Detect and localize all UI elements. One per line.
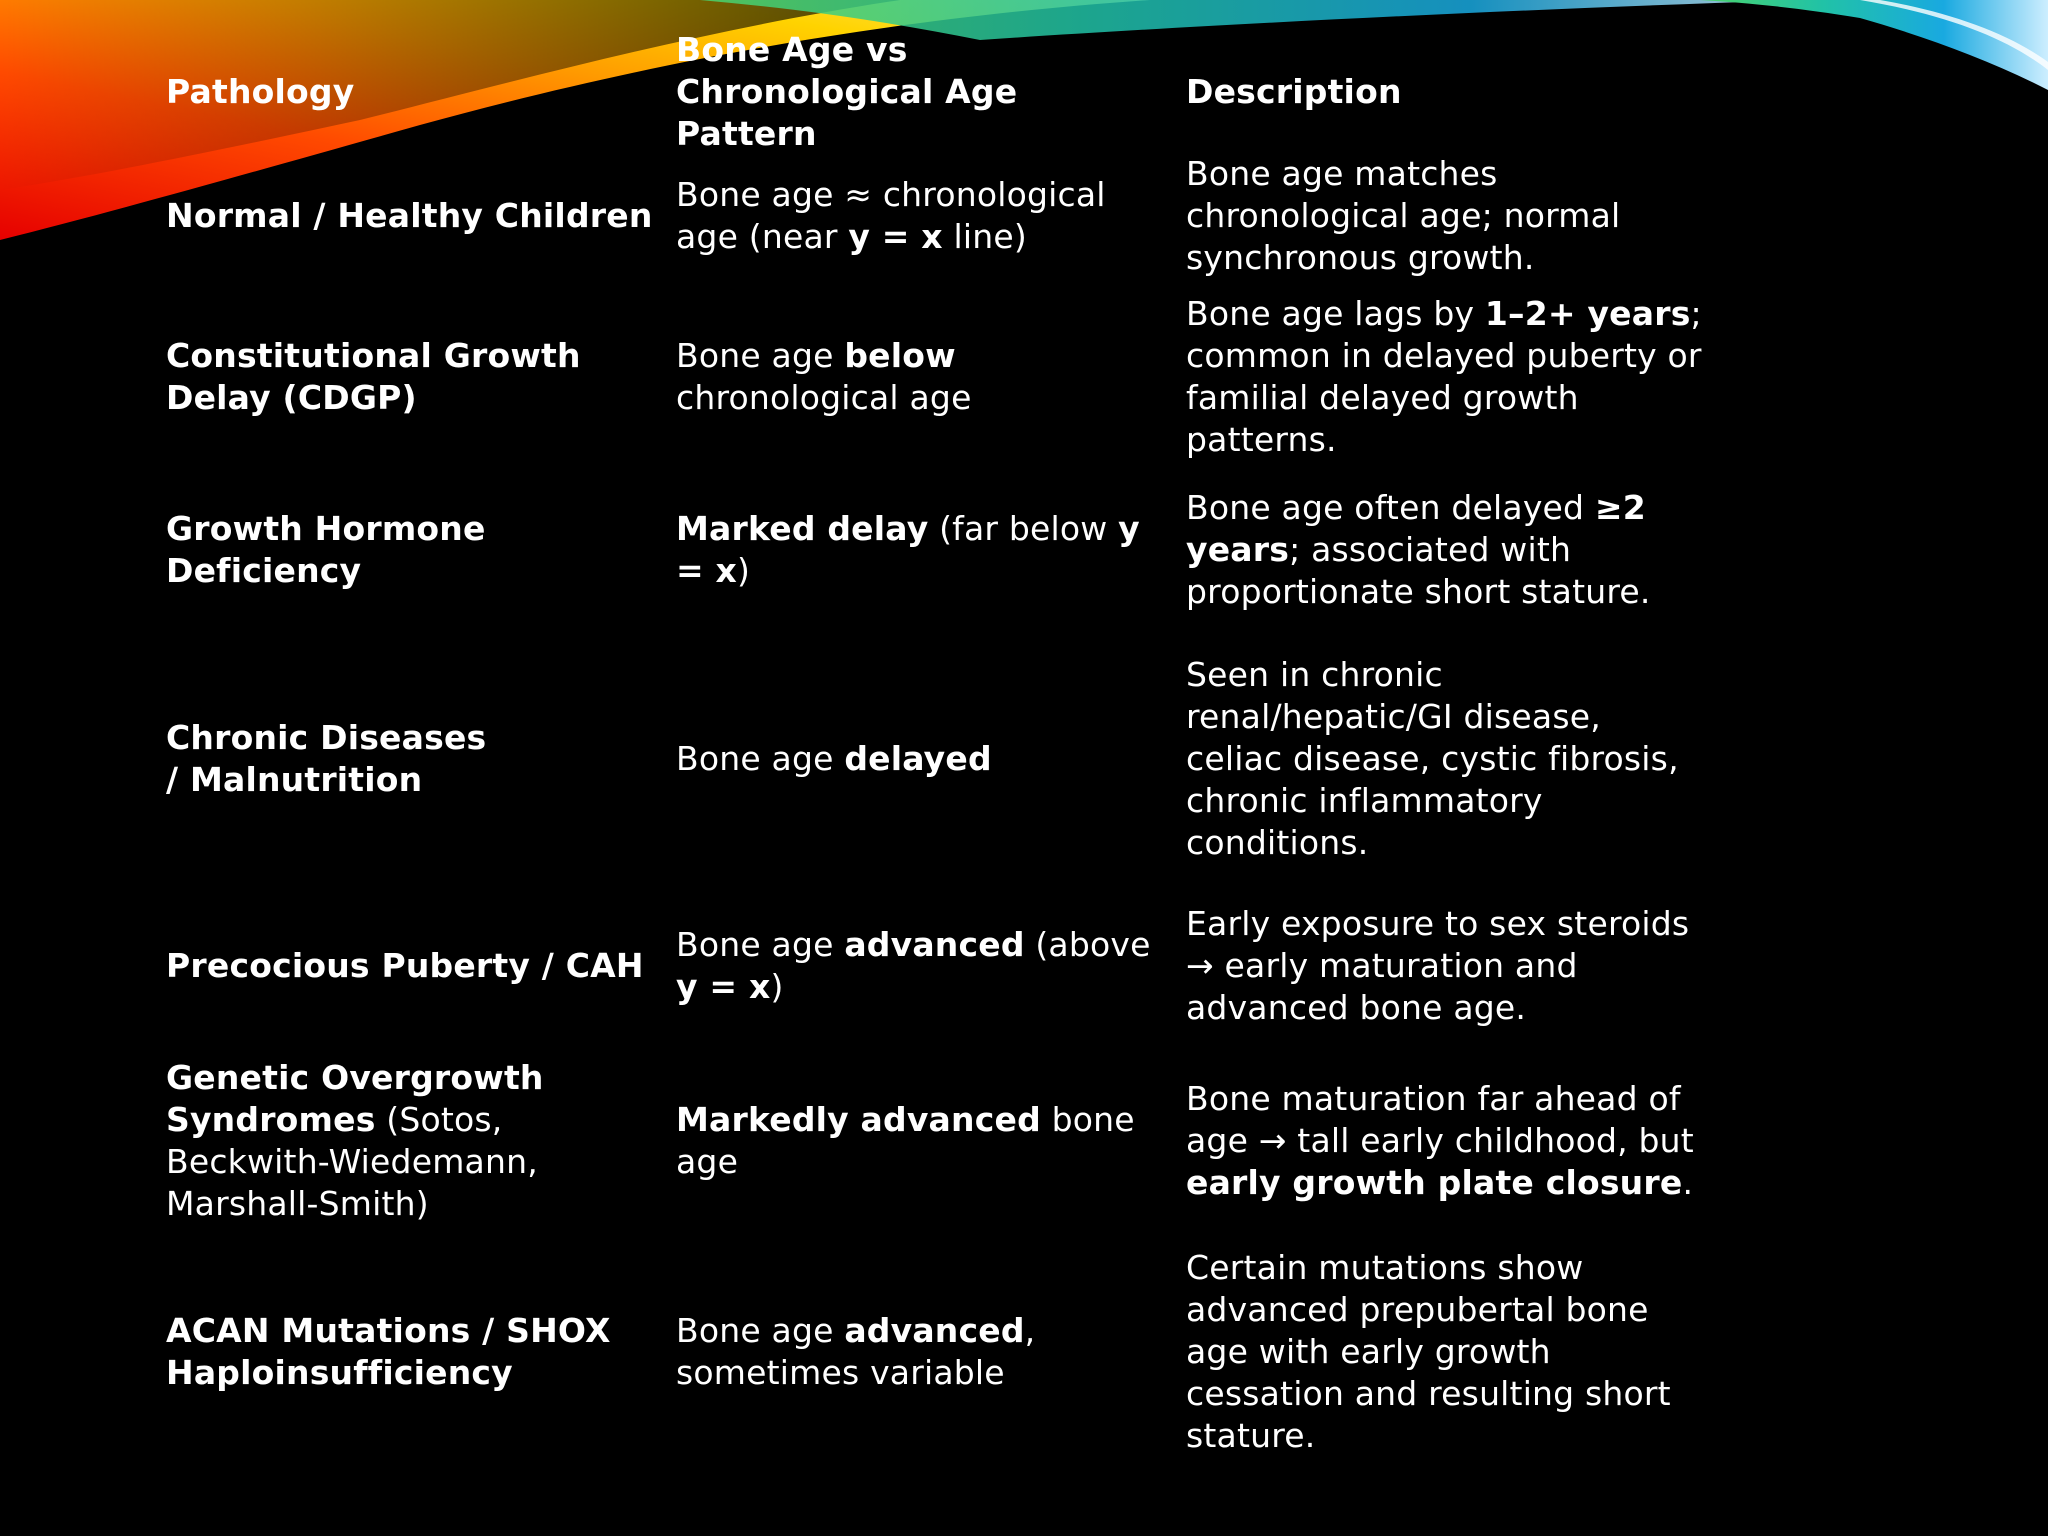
row-pathology: ACAN Mutations / SHOX Haploinsufficiency [166,1311,611,1392]
row-description: Seen in chronic renal/hepatic/GI disease, celiac disease, cystic fibrosis, chronic inflammatory conditions. [1186,655,1679,862]
header-pattern: Bone Age vs Chronological Age Pattern [676,30,1018,153]
row-pathology: Constitutional Growth Delay (CDGP) [166,336,581,417]
row-pattern: Bone age advanced, sometimes variable [676,1311,1036,1392]
row-pattern: Bone age below chronological age [676,336,972,417]
row-description: Bone age often delayed ≥2 years; associated with proportionate short stature. [1186,488,1651,611]
row-pattern: Marked delay (far below y = x) [676,509,1140,590]
table-row [166,902,1706,1030]
row-description: Bone age lags by 1–2+ years; common in delayed puberty or familial delayed growth patterns. [1186,294,1702,459]
row-description: Early exposure to sex steroids → early maturation and advanced bone age. [1186,904,1690,1027]
header-pathology: Pathology [166,72,355,111]
row-description: Certain mutations show advanced prepubertal bone age with early growth cessation and resulting short stature. [1186,1248,1671,1455]
table-row [166,152,1706,280]
row-pathology: Precocious Puberty / CAH [166,946,644,985]
row-pathology: Growth Hormone Deficiency [166,509,486,590]
header-description: Description [1186,72,1402,111]
row-description: Bone maturation far ahead of age → tall early childhood, but early growth plate closure. [1186,1079,1694,1202]
table-row [166,652,1706,866]
row-pattern: Markedly advanced bone age [676,1100,1135,1181]
table-header-row [166,30,1706,153]
row-pattern: Bone age ≈ chronological age (near y = x line) [676,175,1106,256]
row-description: Bone age matches chronological age; normal synchronous growth. [1186,154,1621,277]
row-pattern: Bone age advanced (above y = x) [676,925,1151,1006]
row-pattern: Bone age delayed [676,739,992,778]
table-row [166,1246,1706,1458]
table-row [166,292,1706,462]
table-row [166,1056,1706,1226]
row-pathology: Normal / Healthy Children [166,196,653,235]
row-pathology: Chronic Diseases / Malnutrition [166,718,487,799]
row-pathology: Genetic Overgrowth Syndromes (Sotos, Beckwith-Wiedemann, Marshall-Smith) [166,1058,544,1223]
table-row [166,486,1706,614]
